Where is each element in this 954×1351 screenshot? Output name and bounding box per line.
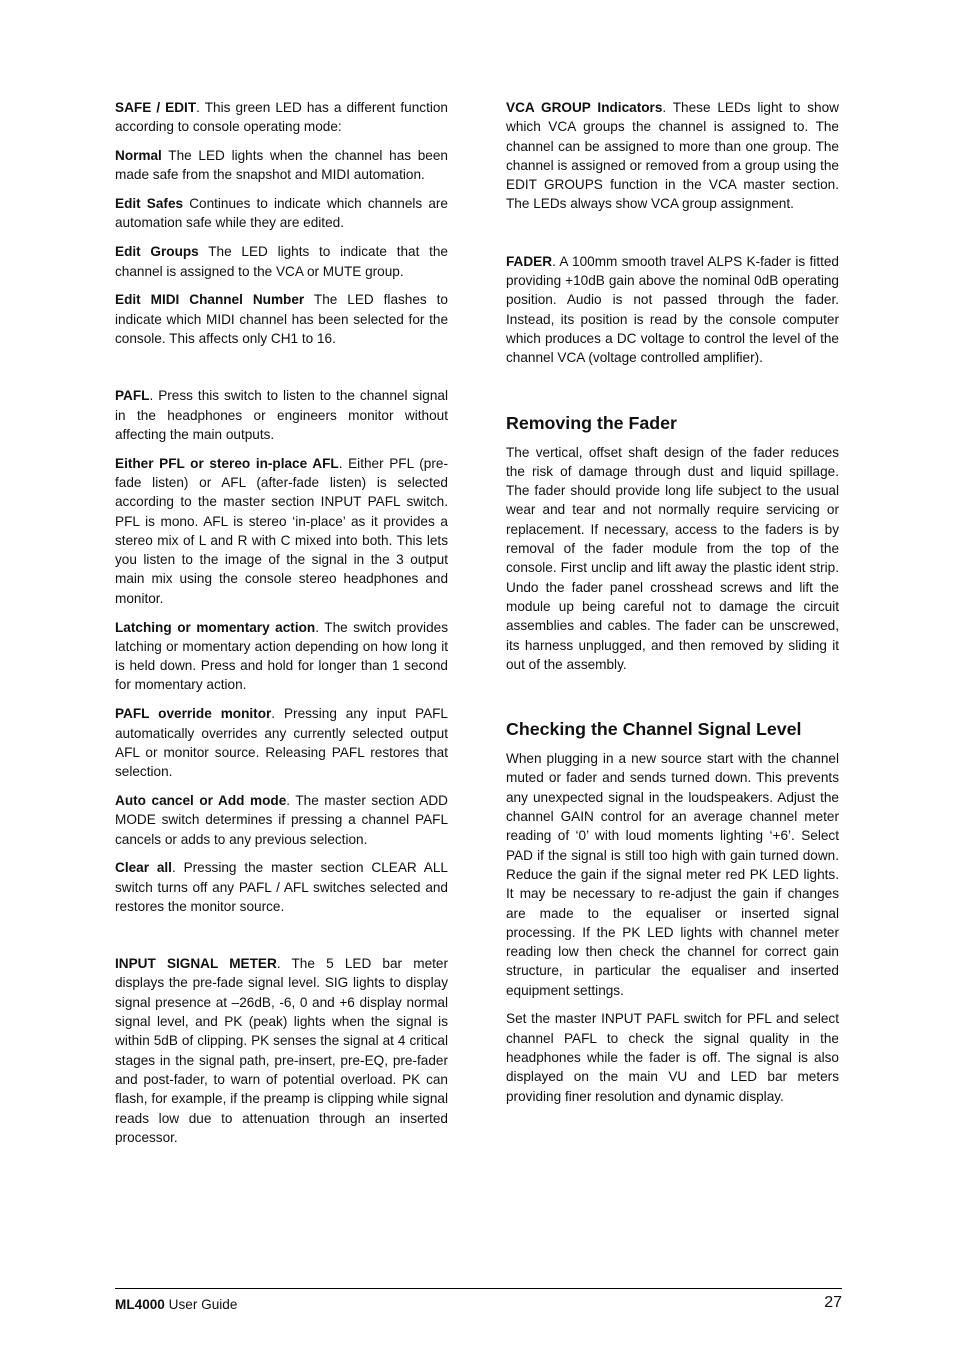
pafl-override-paragraph: PAFL override monitor. Pressing any input PAFL automatically overrides any currently selected output AFL or monitor source. Releasing PAFL restores that selection. — [115, 706, 448, 780]
fader-paragraph: FADER. A 100mm smooth travel ALPS K-fader is fitted providing +10dB gain above the nominal 0dB operating position. Audio is not passed through the fader. Instead, its position is read by the console computer which produces a DC voltage to control the level of the channel VCA (voltage controlled amplifier). — [506, 253, 839, 366]
edit-midi-paragraph: Edit MIDI Channel Number The LED flashes to indicate which MIDI channel has been selected for the console. This affects only CH1 to 16. — [115, 292, 448, 346]
latching-paragraph: Latching or momentary action. The switch provides latching or momentary action depending on how long it is held down. Press and hold for longer than 1 second for momentary action. — [115, 619, 448, 693]
clear-all-paragraph: Clear all. Pressing the master section CLEAR ALL switch turns off any PAFL / AFL switches selected and restores the monitor source. — [115, 860, 448, 914]
page-number: 27 — [824, 1294, 842, 1311]
safe-edit-paragraph: SAFE / EDIT. This green LED has a different function according to console operating mode: — [115, 100, 448, 135]
normal-paragraph: Normal The LED lights when the channel has been made safe from the snapshot and MIDI automation. — [115, 148, 448, 183]
edit-groups-paragraph: Edit Groups The LED lights to indicate that the channel is assigned to the VCA or MUTE group. — [115, 244, 448, 279]
edit-safes-paragraph: Edit Safes Continues to indicate which channels are automation safe while they are edited. — [115, 196, 448, 231]
pafl-paragraph: PAFL. Press this switch to listen to the channel signal in the headphones or engineers monitor without affecting the main outputs. — [115, 388, 448, 442]
footer-title: ML4000 User Guide — [115, 1297, 238, 1312]
input-meter-paragraph: INPUT SIGNAL METER. The 5 LED bar meter displays the pre-fade signal level. SIG lights to display signal presence at –26dB, -6, 0 and +6 display normal signal level, and PK (peak) lights when the signal is within 5dB of clipping. PK senses the signal at 4 critical stages in the signal path, pre-insert, pre-EQ, pre-fader and post-fader, to warn of potential overload. PK can flash, for example, if the preamp is clipping while signal reads low due to attenuation through an inserted processor. — [115, 956, 448, 1145]
removing-fader-heading: Removing the Fader — [506, 412, 677, 433]
left-column — [115, 98, 448, 1147]
pfl-afl-paragraph: Either PFL or stereo in-place AFL. Either PFL (pre-fade listen) or AFL (after-fade listen) is selected according to the master section INPUT PAFL switch. PFL is mono. AFL is stereo ‘in-place’ as it provides a stereo mix of L and R with C mixed into both. This lets you listen to the image of the signal in the 3 output main mix using the console stereo headphones and monitor. — [115, 455, 448, 606]
footer-rule — [115, 1288, 842, 1289]
removing-fader-paragraph: The vertical, offset shaft design of the fader reduces the risk of damage through dust and liquid spillage. The fader should provide long life subject to the usual wear and tear and not normally require servicing or replacement. If necessary, access to the faders is by removal of the fader module from the top of the console. First unclip and lift away the plastic ident strip. Undo the fader panel crosshead screws and lift the module up being careful not to damage the circuit assemblies and cables. The fader can be unscrewed, its harness unplugged, and then removed by sliding it out of the assembly. — [506, 444, 839, 672]
auto-cancel-paragraph: Auto cancel or Add mode. The master section ADD MODE switch determines if pressing a channel PAFL cancels or adds to any previous selection. — [115, 792, 448, 847]
checking-level-paragraph-2: Set the master INPUT PAFL switch for PFL and select channel PAFL to check the signal quality in the headphones while the fader is off. The signal is also displayed on the main VU and LED bar meters providing finer resolution and dynamic display. — [506, 1011, 839, 1104]
vca-group-paragraph: VCA GROUP Indicators. These LEDs light to show which VCA groups the channel is assigned to. The channel can be assigned to more than one group. The channel is assigned or removed from a group using the EDIT GROUPS function in the VCA master section. The LEDs always show VCA group assignment. — [506, 100, 839, 212]
right-column — [506, 98, 839, 1106]
checking-level-paragraph-1: When plugging in a new source start with the channel muted or fader and sends turned down. This prevents any unexpected signal in the loudspeakers. Adjust the channel GAIN control for an average channel meter reading of ‘0’ with loud moments lighting ‘+6’. Select PAD if the signal is still too high with gain turned down. Reduce the gain if the signal meter red PK LED lights. It may be necessary to re-adjust the gain if changes are made to the equaliser or inserted signal processing. If the PK LED lights with channel meter reading low then check the channel for correct gain structure, in particular the equaliser and inserted equipment settings. — [506, 751, 839, 998]
checking-level-heading: Checking the Channel Signal Level — [506, 719, 802, 740]
